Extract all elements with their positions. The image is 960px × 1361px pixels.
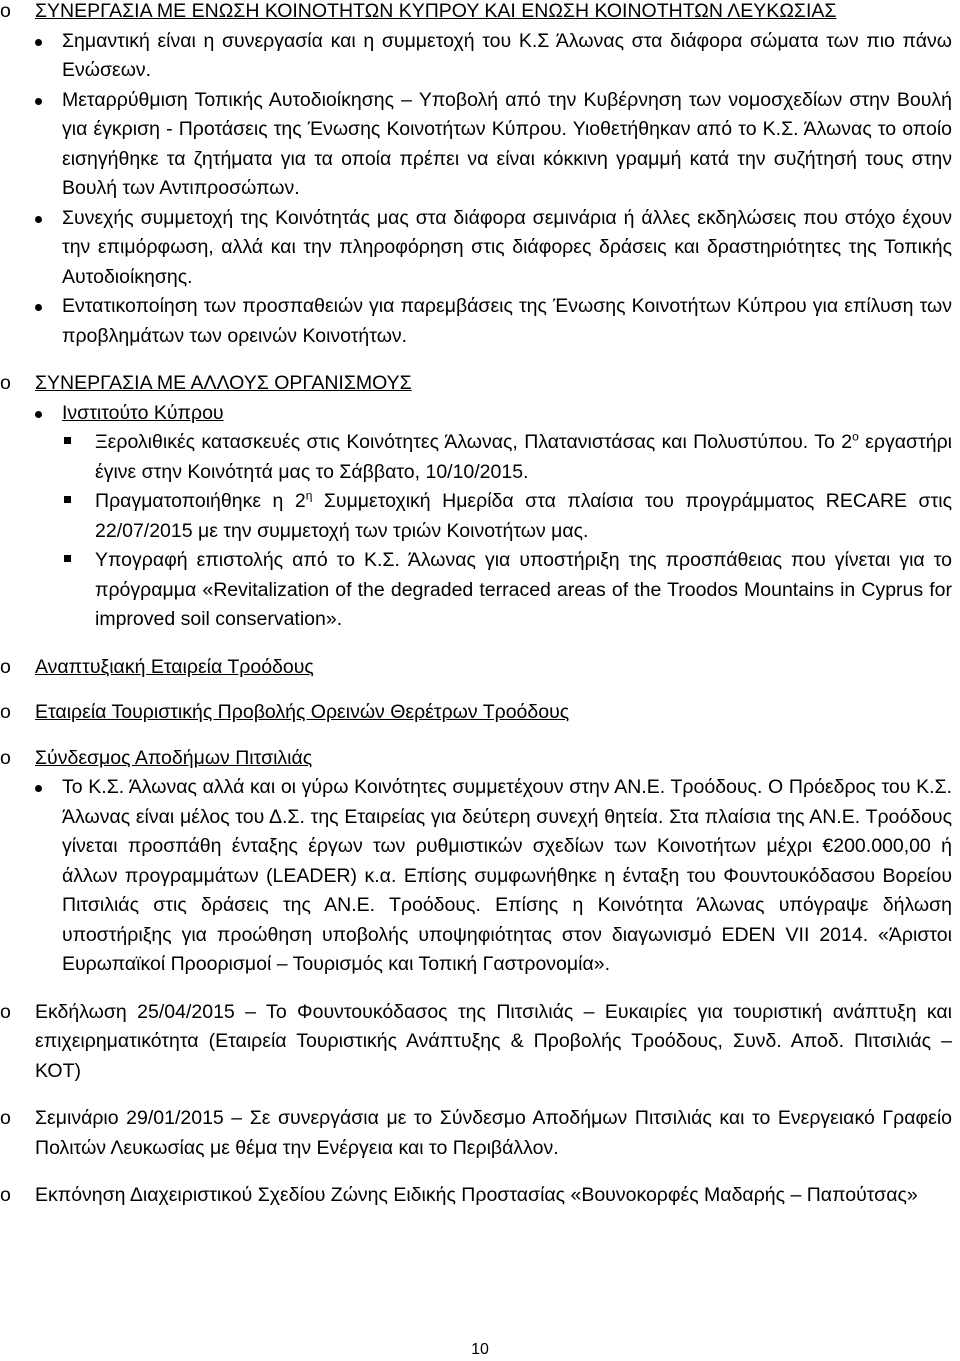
square-bullet-icon bbox=[64, 437, 71, 444]
section-title: Σύνδεσμος Αποδήμων Πιτσιλιάς bbox=[35, 746, 313, 769]
section-marker: o bbox=[0, 701, 11, 723]
section-text: Εκπόνηση Διαχειριστικού Σχεδίου Ζώνης Ειδικής Προστασίας «Βουνοκορφές Μαδαρής – Παπούτσας» bbox=[35, 1184, 918, 1206]
list-item bbox=[0, 399, 960, 429]
list-item bbox=[0, 204, 960, 293]
section-text: Εκδήλωση 25/04/2015 – Το Φουντουκόδασος της Πιτσιλιάς – Ευκαιρίες για τουριστική ανάπτυξη και επιχειρηματικότητα (Εταιρεία Τουριστικής Ανάπτυξης & Προβολής Τροόδους, Συνδ. Αποδ. Πιτσιλιάς – ΚΟΤ) bbox=[35, 1000, 952, 1082]
section-title: Αναπτυξιακή Εταιρεία Τροόδους bbox=[35, 655, 314, 678]
list-item bbox=[0, 773, 960, 980]
section-marker: o bbox=[0, 746, 11, 769]
bullet-text: Συνεχής συμμετοχή της Κοινότητάς μας στα διάφορα σεμινάρια ή άλλες εκδηλώσεις που στόχο έχουν την επιμόρφωση, αλλά και την πληροφόρηση στις διάφορες δράσεις και δραστηριότητες της Τοπικής Αυτοδιοίκησης. bbox=[62, 206, 952, 288]
sub-text: Ξερολιθικές κατασκευές στις Κοινότητες Άλωνας, Πλατανιστάσας και Πολυστύπου. Το 2 bbox=[95, 431, 853, 453]
bullet-text: Εντατικοποίηση των προσπαθειών για παρεμβάσεις της Ένωσης Κοινοτήτων Κύπρου για επίλυση των προβλημάτων των ορεινών Κοινοτήτων. bbox=[62, 295, 952, 347]
section-text: Σεμινάριο 29/01/2015 – Σε συνεργάσια με το Σύνδεσμο Αποδήμων Πιτσιλιάς και το Ενεργειακό Γραφείο Πολιτών Λευκωσίας με θέμα την Ενέργεια και το Περιβάλλον. bbox=[35, 1107, 952, 1159]
section-8 bbox=[0, 1181, 960, 1211]
section-2 bbox=[0, 369, 960, 399]
section-marker: o bbox=[0, 655, 11, 678]
spacer bbox=[0, 1163, 960, 1181]
sub-text: εργαστήρι έγινε στην Κοινότητά μας το Σάββατο, 10/10/2015. bbox=[95, 431, 952, 483]
spacer bbox=[0, 728, 960, 744]
bullet-icon bbox=[35, 216, 42, 223]
section-marker: o bbox=[0, 0, 11, 22]
spacer bbox=[0, 1086, 960, 1104]
spacer bbox=[0, 980, 960, 998]
sub-list-item bbox=[0, 546, 960, 635]
list-item bbox=[0, 27, 960, 86]
spacer bbox=[0, 351, 960, 369]
section-1 bbox=[0, 0, 960, 27]
bullet-icon bbox=[35, 98, 42, 105]
list-item bbox=[0, 86, 960, 204]
bullet-text: Το Κ.Σ. Άλωνας αλλά και οι γύρω Κοινότητες συμμετέχουν στην ΑΝ.Ε. Τροόδους. Ο Πρόεδρος του Κ.Σ. Άλωνας είναι μέλος του Δ.Σ. της Εταιρείας για δεύτερη συνεχή θητεία. Στα πλαίσια της ΑΝ.Ε. Τροόδους γίνεται προσπάθη ένταξης έργων των ρυθμιστικών σχεδίων των Κοινοτήτων μέχρι €200.000,00 ή άλλων προγραμμάτων (LEADER) κ.α. Επίσης συμφωνήθηκε η ένταξη του Φουντουκόδασου Βορείου Πιτσιλιάς στις δράσεις της ΑΝ.Ε. Τροόδους. Επίσης η Κοινότητα Άλωνας υπόγραψε δήλωση υποστήριξης για προώθηση υποβολής υποψηφιότητας στον διαγωνισμό EDEN VII 2014. «Άριστοι Ευρωπαϊκοί Προορισμοί – Τουρισμός και Τοπική Γαστρονομία». bbox=[62, 776, 952, 975]
superscript: ο bbox=[852, 429, 859, 444]
sub-list-item bbox=[0, 487, 960, 546]
spacer bbox=[0, 682, 960, 698]
section-marker: o bbox=[0, 1107, 11, 1129]
square-bullet-icon bbox=[64, 555, 71, 562]
bullet-icon bbox=[35, 304, 42, 311]
sub-text: Υπογραφή επιστολής από το Κ.Σ. Άλωνας για υποστήριξη της προσπάθειας που γίνεται για το πρόγραμμα «Revitalization of the degraded terraced areas of the Troodos Mountains in Cyprus for improved soil conservation». bbox=[95, 549, 952, 630]
section-4 bbox=[0, 698, 960, 728]
bullet-icon bbox=[35, 39, 42, 46]
section-5 bbox=[0, 744, 960, 774]
section-3 bbox=[0, 653, 960, 683]
sub-text: Πραγματοποιήθηκε η 2 bbox=[95, 490, 306, 512]
list-item bbox=[0, 292, 960, 351]
bullet-text: Ινστιτούτο Κύπρου bbox=[62, 401, 224, 424]
sub-list-item bbox=[0, 428, 960, 487]
spacer bbox=[0, 635, 960, 653]
section-marker: o bbox=[0, 1184, 11, 1206]
square-bullet-icon bbox=[64, 496, 71, 503]
bullet-icon bbox=[35, 785, 42, 792]
section-marker: o bbox=[0, 372, 11, 394]
sub-text: Συμμετοχική Ημερίδα στα πλαίσια του προγράμματος RECARE στις 22/07/2015 με την συμμετοχή των τριών Κοινοτήτων μας. bbox=[95, 490, 953, 542]
superscript: η bbox=[305, 488, 313, 503]
section-title: Εταιρεία Τουριστικής Προβολής Ορεινών Θερέτρων Τροόδους bbox=[35, 701, 570, 723]
section-title: ΣΥΝΕΡΓΑΣΙΑ ΜΕ ΑΛΛΟΥΣ ΟΡΓΑΝΙΣΜΟΥΣ bbox=[35, 372, 412, 394]
section-marker: o bbox=[0, 1000, 11, 1023]
section-6 bbox=[0, 998, 960, 1087]
section-7 bbox=[0, 1104, 960, 1163]
bullet-text: Σημαντική είναι η συνεργασία και η συμμετοχή του Κ.Σ Άλωνας στα διάφορα σώματα των πιο πάνω Ενώσεων. bbox=[62, 29, 952, 81]
bullet-icon bbox=[35, 411, 42, 418]
page-number: 10 bbox=[471, 1341, 489, 1358]
section-title: ΣΥΝΕΡΓΑΣΙΑ ΜΕ ΕΝΩΣΗ ΚΟΙΝΟΤΗΤΩΝ ΚΥΠΡΟΥ ΚΑΙ ΕΝΩΣΗ ΚΟΙΝΟΤΗΤΩΝ ΛΕΥΚΩΣΙΑΣ bbox=[35, 0, 837, 22]
bullet-text: Μεταρρύθμιση Τοπικής Αυτοδιοίκησης – Υποβολή από την Κυβέρνηση των νομοσχεδίων στην Βουλή για έγκριση - Προτάσεις της Ένωσης Κοινοτήτων Κύπρου. Υιοθετήθηκαν από το Κ.Σ. Άλωνας το οποίο εισηγήθηκε τα ζητήματα για τα οποία πρέπει να είναι κόκκινη γραμμή κατά την συζήτησή τους στην Βουλή των Αντιπροσώπων. bbox=[62, 88, 952, 199]
